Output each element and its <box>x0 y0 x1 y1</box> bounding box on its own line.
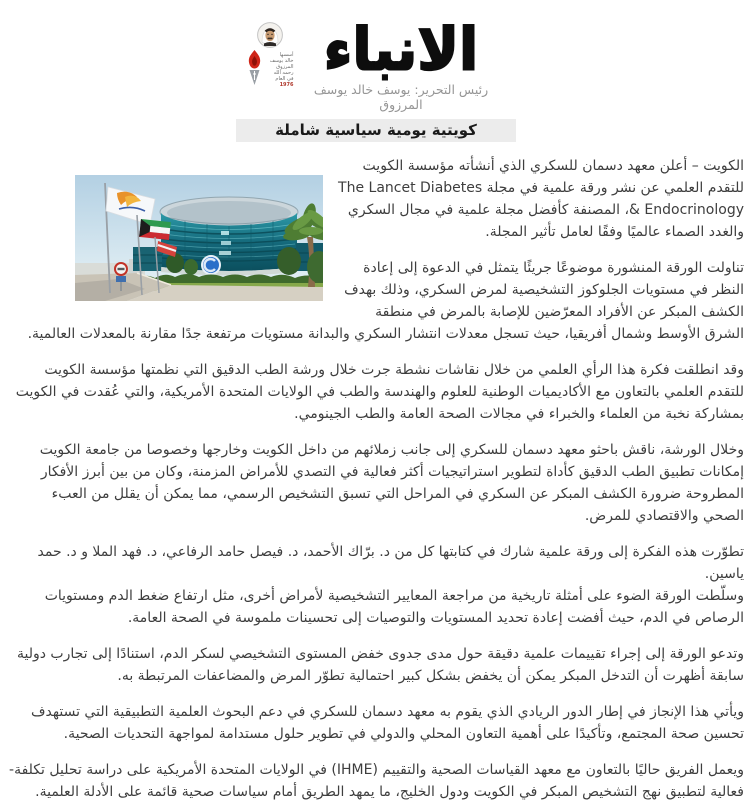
article-paragraph: ويأتي هذا الإنجاز في إطار الدور الريادي الذي يقوم به معهد دسمان للسكري في دعم البحوث العلمية التطبيقية التي تستهدف تحسين صحة المجتمع، وتأكيدًا على أهمية التعاون المحلي والدولي في تطوير حلول مستدامة لمواجهة التحديات الصحية. <box>31 704 744 742</box>
article-paragraph: وخلال الورشة، ناقش باحثو معهد دسمان للسكري إلى جانب زملائهم من داخل الكويت وخارجها وخصوصا من جامعة الكويت إمكانات تطبيق الطب الدقيق كأداة لتطوير استراتيجيات أكثر فعالية في التصدي للأمراض المزمنة، وكان من بين أبرز الأفكار المطروحة ضرورة الكشف المبكر عن السكري في المراحل التي تسبق التشخيص الرسمي، مما يمكن أن يقلل من العبء الصحي والاقتصادي للمرض. <box>39 442 744 524</box>
tagline-bar: كويتية يومية سياسية شاملة <box>236 119 516 142</box>
article-paragraph: تناولت الورقة المنشورة موضوعًا جريئًا يتمثل في الدعوة إلى إعادة النظر في مستويات الجلوكوز التشخيصية لمرض السكري، وذلك بهدف الكشف المبكر عن الأفراد المعرّضين للإصابة بالمرض في منطقة الشرق الأوسط وشمال أفريقيا، حيث تسجل معدلات انتشار السكري والبدانة مستويات مرتفعة جدًا مقارنة بالمعدلات العالمية. <box>27 260 744 342</box>
article-body <box>0 142 752 803</box>
newspaper-logo-text: الانباء <box>323 16 479 85</box>
article-paragraph: وسلّطت الورقة الضوء على أمثلة تاريخية من مراجعة المعايير التشخيصية لأمراض أخرى، مثل ارتفاع ضغط الدم ومستويات الرصاص في الدم، حيث أفضت إعادة تحديد المستويات والتوصيات إلى تحسينات ملموسة في الصحة العامة. <box>44 588 744 626</box>
article-paragraph: ويعمل الفريق حاليًا بالتعاون مع معهد القياسات الصحية والتقييم (IHME) في الولايات المتحدة الأمريكية على دراسة تحليل تكلفة-فعالية لتطبيق نهج التشخيص المبكر في الكويت ودول الخليج، ما يمهد الطريق أمام سياسات صحية قائمة على الأدلة العلمية. <box>9 762 744 800</box>
dasman-institute-photo <box>75 175 323 301</box>
article-paragraph: تطوّرت هذه الفكرة إلى ورقة علمية شارك في كتابتها كل من د. برّاك الأحمد، د. فيصل حامد الرفاعي، د. فهد الملا و د. حمد ياسين. <box>37 544 744 582</box>
article-paragraph: الكويت – أعلن معهد دسمان للسكري الذي أنشأته مؤسسة الكويت للتقدم العلمي عن نشر ورقة علمية في مجلة The Lancet Diabetes & Endocrinology، المصنفة كأفضل مجلة علمية في مجال السكري والغدد الصماء عالميًا وفقًا لعامل تأثير المجلة. <box>338 158 744 240</box>
newspaper-page <box>0 16 752 800</box>
editor-line: رئيس التحرير: يوسف خالد يوسف المرزوق <box>313 82 489 112</box>
masthead-emblem <box>245 22 295 88</box>
founder-note: أسسها خالد يوسف المرزوق رحمه الله في العام 1976 <box>269 52 294 88</box>
masthead-logo <box>295 16 507 112</box>
article-paragraph: وقد انطلقت فكرة هذا الرأي العلمي من خلال نقاشات نشطة جرت خلال ورشة الطب الدقيق التي نظمتها مؤسسة الكويت للتقدم العلمي بالتعاون مع الأكاديميات الوطنية للعلوم والهندسة والطب في الولايات المتحدة الأمريكية، والتي عُقدت في الكويت بمشاركة نخبة من العلماء والخبراء في مجالات الصحة العامة والطب الجينومي. <box>15 362 744 422</box>
flame-pen-icon <box>247 50 262 86</box>
article-paragraph: وتدعو الورقة إلى إجراء تقييمات علمية دقيقة حول مدى جدوى خفض المستوى التشخيصي لسكر الدم، استنادًا إلى تجارب دولية سابقة أظهرت أن التدخل المبكر يمكن أن يخفض بشكل كبير احتمالية تطوّر المرض والمضاعفات المرتبطة به. <box>16 646 744 684</box>
masthead <box>245 16 507 112</box>
founder-portrait-icon <box>257 22 283 48</box>
article-photo <box>75 175 323 301</box>
